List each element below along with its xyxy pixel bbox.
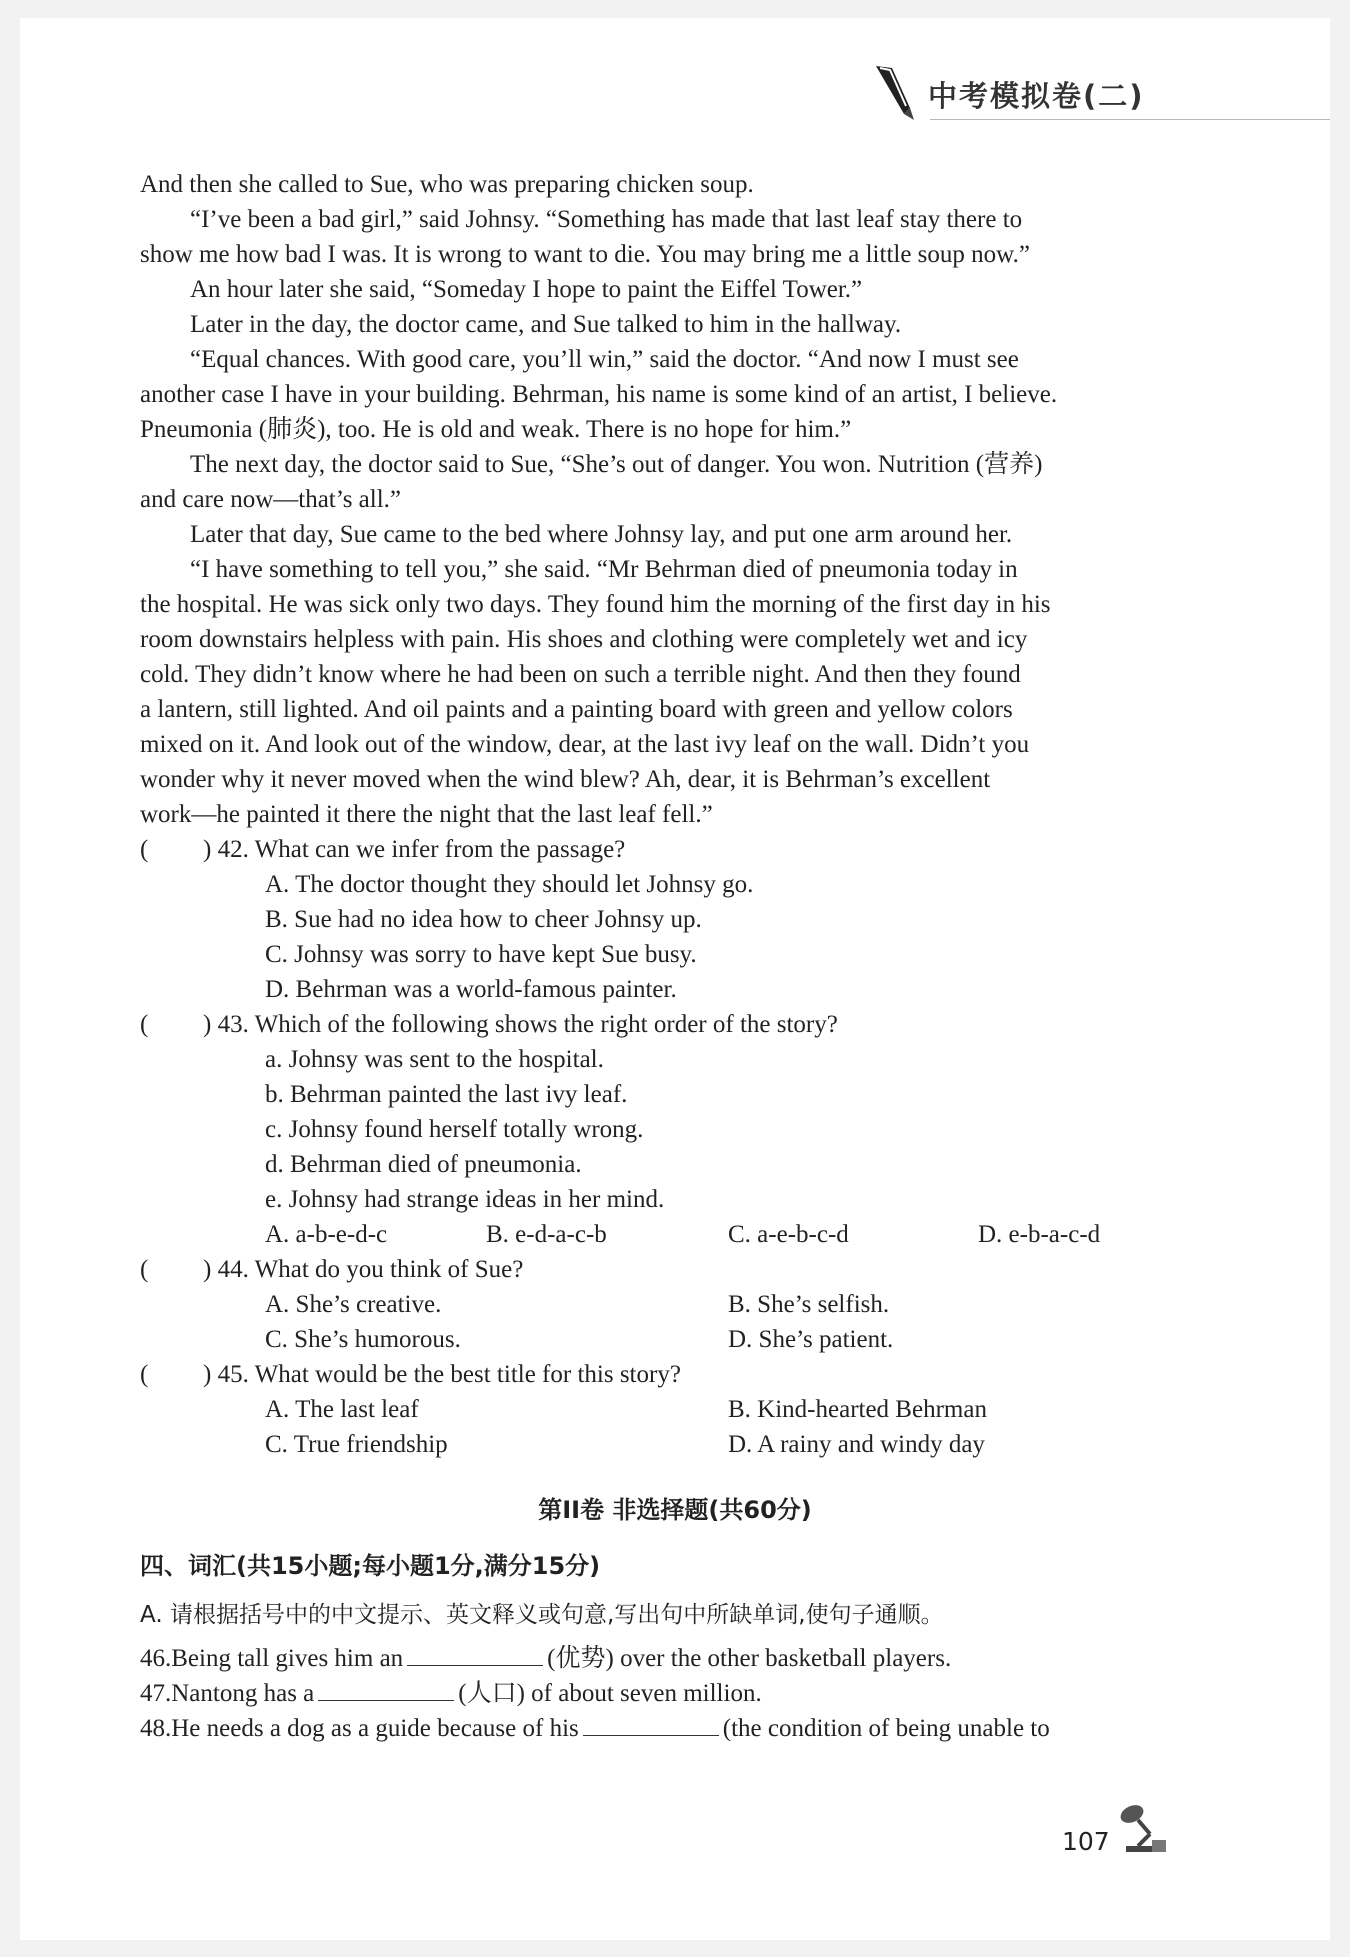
- passage-line: wonder why it never moved when the wind blew? Ah, dear, it is Behrman’s excellent: [140, 766, 991, 793]
- option-45-b[interactable]: B. Kind-hearted Behrman: [728, 1396, 987, 1423]
- question-48-text: 48.He needs a dog as a guide because of his: [140, 1715, 579, 1742]
- option-43-b[interactable]: B. e-d-a-c-b: [486, 1221, 607, 1248]
- event-item: c. Johnsy found herself totally wrong.: [265, 1116, 644, 1143]
- option-44-b[interactable]: B. She’s selfish.: [728, 1291, 890, 1318]
- passage-line: The next day, the doctor said to Sue, “She’s out of danger. You won. Nutrition (营养): [190, 451, 1043, 478]
- passage-line: mixed on it. And look out of the window, dear, at the last ivy leaf on the wall. Didn’t you: [140, 731, 1030, 758]
- question-46-text: 46.Being tall gives him an: [140, 1645, 404, 1672]
- option-44-c[interactable]: C. She’s humorous.: [265, 1326, 461, 1353]
- question-46: [140, 1643, 951, 1675]
- passage-line: “Equal chances. With good care, you’ll win,” said the doctor. “And now I must see: [190, 346, 1019, 373]
- answer-paren[interactable]: (: [140, 1011, 149, 1038]
- question-42: ) 42. What can we infer from the passage?: [203, 836, 626, 863]
- part-title: 四、词汇(共15小题;每小题1分,满分15分): [140, 1552, 601, 1580]
- pen-icon: [870, 62, 930, 124]
- passage-line: “I’ve been a bad girl,” said Johnsy. “Something has made that last leaf stay there to: [190, 206, 1023, 233]
- answer-blank[interactable]: [407, 1643, 543, 1666]
- question-48-hint: (the condition of being unable to: [722, 1715, 1050, 1742]
- passage-line: and care now—that’s all.”: [140, 486, 402, 513]
- question-47-hint: (人口) of about seven million.: [458, 1680, 762, 1707]
- desk-lamp-icon: [1114, 1800, 1172, 1856]
- page-header: [870, 62, 1330, 124]
- passage-line: a lantern, still lighted. And oil paints and a painting board with green and yellow colors: [140, 696, 1013, 723]
- option-44-d[interactable]: D. She’s patient.: [728, 1326, 894, 1353]
- option-45-c[interactable]: C. True friendship: [265, 1431, 448, 1458]
- event-item: b. Behrman painted the last ivy leaf.: [265, 1081, 628, 1108]
- question-48: [140, 1713, 1050, 1745]
- header-rule: [930, 119, 1330, 120]
- option-43-d[interactable]: D. e-b-a-c-d: [978, 1221, 1101, 1248]
- answer-blank[interactable]: [583, 1713, 719, 1736]
- passage-line: cold. They didn’t know where he had been on such a terrible night. And then they found: [140, 661, 1021, 688]
- option-42-c[interactable]: C. Johnsy was sorry to have kept Sue busy.: [265, 941, 697, 968]
- answer-paren[interactable]: (: [140, 1361, 149, 1388]
- question-44: ) 44. What do you think of Sue?: [203, 1256, 524, 1283]
- header-title: 中考模拟卷(二): [928, 79, 1145, 113]
- event-item: e. Johnsy had strange ideas in her mind.: [265, 1186, 665, 1213]
- passage-line: Later that day, Sue came to the bed where Johnsy lay, and put one arm around her.: [190, 521, 1013, 548]
- question-45: ) 45. What would be the best title for this story?: [203, 1361, 681, 1388]
- option-42-d[interactable]: D. Behrman was a world-famous painter.: [265, 976, 677, 1003]
- event-item: d. Behrman died of pneumonia.: [265, 1151, 582, 1178]
- option-42-b[interactable]: B. Sue had no idea how to cheer Johnsy up.: [265, 906, 702, 933]
- answer-blank[interactable]: [318, 1678, 454, 1701]
- passage-line: “I have something to tell you,” she said. “Mr Behrman died of pneumonia today in: [190, 556, 1018, 583]
- passage-line: room downstairs helpless with pain. His shoes and clothing were completely wet and icy: [140, 626, 1028, 653]
- passage-line: An hour later she said, “Someday I hope to paint the Eiffel Tower.”: [190, 276, 863, 303]
- question-47: [140, 1678, 762, 1710]
- option-43-c[interactable]: C. a-e-b-c-d: [728, 1221, 849, 1248]
- option-45-d[interactable]: D. A rainy and windy day: [728, 1431, 985, 1458]
- event-item: a. Johnsy was sent to the hospital.: [265, 1046, 604, 1073]
- option-43-a[interactable]: A. a-b-e-d-c: [265, 1221, 388, 1248]
- page-number: 107: [1062, 1827, 1110, 1856]
- instruction: A. 请根据括号中的中文提示、英文释义或句意,写出句中所缺单词,使句子通顺。: [140, 1602, 944, 1628]
- passage-line: show me how bad I was. It is wrong to want to die. You may bring me a little soup now.”: [140, 241, 1030, 268]
- option-45-a[interactable]: A. The last leaf: [265, 1396, 419, 1423]
- section-title: 第II卷 非选择题(共60分): [538, 1496, 812, 1524]
- passage-line: the hospital. He was sick only two days. They found him the morning of the first day in his: [140, 591, 1051, 618]
- passage-line: another case I have in your building. Behrman, his name is some kind of an artist, I believe.: [140, 381, 1058, 408]
- passage-line: Later in the day, the doctor came, and Sue talked to him in the hallway.: [190, 311, 902, 338]
- option-42-a[interactable]: A. The doctor thought they should let Johnsy go.: [265, 871, 754, 898]
- passage-line: work—he painted it there the night that the last leaf fell.”: [140, 801, 713, 828]
- answer-paren[interactable]: (: [140, 836, 149, 863]
- answer-paren[interactable]: (: [140, 1256, 149, 1283]
- passage-line: And then she called to Sue, who was preparing chicken soup.: [140, 171, 754, 198]
- option-44-a[interactable]: A. She’s creative.: [265, 1291, 442, 1318]
- question-47-text: 47.Nantong has a: [140, 1680, 315, 1707]
- passage-line: Pneumonia (肺炎), too. He is old and weak. There is no hope for him.”: [140, 416, 852, 443]
- question-43: ) 43. Which of the following shows the right order of the story?: [203, 1011, 838, 1038]
- question-46-hint: (优势) over the other basketball players.: [547, 1645, 952, 1672]
